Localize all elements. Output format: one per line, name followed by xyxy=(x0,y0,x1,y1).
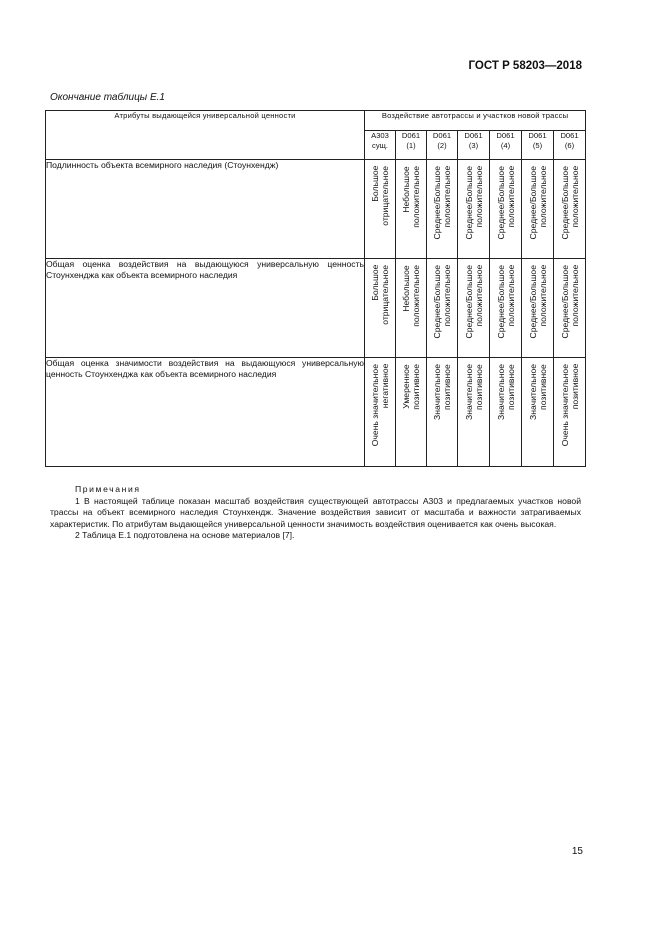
column-header: D061 (4) xyxy=(490,131,522,160)
impact-value-text: Значительное позитивное xyxy=(495,364,516,420)
impact-value-cell xyxy=(522,358,554,467)
impact-value-cell xyxy=(396,160,427,259)
impact-value-text: Среднее/Большое положительное xyxy=(559,166,580,240)
impact-value-text: Значительное позитивное xyxy=(432,364,452,420)
impact-value-text: Большое отрицательное xyxy=(370,265,390,325)
impact-value-text: Среднее/Большое положительное xyxy=(527,265,548,339)
impact-value-cell xyxy=(365,160,396,259)
impact-value-cell xyxy=(427,160,458,259)
impact-value-cell xyxy=(396,259,427,358)
note-2: 2 Таблица Е.1 подготовлена на основе материалов [7]. xyxy=(75,529,295,540)
impact-value-cell xyxy=(522,160,554,259)
impact-value-cell xyxy=(554,259,586,358)
impact-value-cell xyxy=(458,259,490,358)
impact-value-cell xyxy=(365,358,396,467)
impact-value-cell xyxy=(522,259,554,358)
impact-value-cell xyxy=(554,358,586,467)
impact-value-text: Среднее/Большое положительное xyxy=(559,265,580,339)
impact-value-text: Очень значительное негативное xyxy=(370,364,390,447)
attribute-cell: Общая оценка значимости воздействия на выдающуюся универсальную ценность Стоунхенджа как объекта всемирного наследия xyxy=(46,358,365,467)
attribute-cell: Общая оценка воздействия на выдающуюся универсальную ценность Стоунхенджа как объекта всемирного наследия xyxy=(46,259,365,358)
column-header: D061 (2) xyxy=(427,131,458,160)
impact-table xyxy=(45,110,586,467)
impact-value-cell xyxy=(490,259,522,358)
impact-value-text: Среднее/Большое положительное xyxy=(495,166,516,240)
table-row xyxy=(46,160,586,259)
impact-value-text: Умеренное позитивное xyxy=(401,364,421,410)
page-number: 15 xyxy=(571,846,583,857)
impact-value-cell xyxy=(396,358,427,467)
table-row xyxy=(46,259,586,358)
impact-value-cell xyxy=(427,259,458,358)
table-caption: Окончание таблицы Е.1 xyxy=(50,92,165,103)
note-1: 1 В настоящей таблице показан масштаб воздействия существующей автотрассы А303 и предлагаемых участков новой трассы на объект всемирного наследия Стоунхендж. Значение воздействия зависит от масштаба и важности затрагиваемых характеристик. По атрибутам выдающейся универсальной ценности значимость воздействия оценивается как очень высокая. xyxy=(50,496,581,529)
impact-value-text: Среднее/Большое положительное xyxy=(495,265,516,339)
impact-value-cell xyxy=(490,358,522,467)
impact-value-text: Очень значительное позитивное xyxy=(559,364,580,447)
impact-value-text: Среднее/Большое положительное xyxy=(432,265,452,339)
impact-value-text: Значительное позитивное xyxy=(527,364,548,420)
column-header: D061 (3) xyxy=(458,131,490,160)
impact-value-cell xyxy=(490,160,522,259)
notes-title: Примечания xyxy=(75,484,141,494)
impact-value-text: Среднее/Большое положительное xyxy=(432,166,452,240)
document-code: ГОСТ Р 58203—2018 xyxy=(468,60,582,72)
column-header: А303 сущ. xyxy=(365,131,396,160)
impact-value-cell xyxy=(365,259,396,358)
impact-value-text: Небольшое положительное xyxy=(401,265,421,327)
column-header: D061 (1) xyxy=(396,131,427,160)
impact-value-cell xyxy=(458,160,490,259)
notes-section xyxy=(50,484,581,541)
impact-group-header: Воздействие автотрассы и участков новой трассы xyxy=(365,111,586,131)
attribute-cell: Подлинность объекта всемирного наследия (Стоунхендж) xyxy=(46,160,365,259)
impact-value-text: Значительное позитивное xyxy=(463,364,484,420)
impact-value-text: Среднее/Большое положительное xyxy=(463,166,484,240)
impact-value-text: Среднее/Большое положительное xyxy=(463,265,484,339)
impact-value-cell xyxy=(427,358,458,467)
impact-value-text: Небольшое положительное xyxy=(401,166,421,228)
impact-value-text: Среднее/Большое положительное xyxy=(527,166,548,240)
impact-value-cell xyxy=(458,358,490,467)
impact-value-cell xyxy=(554,160,586,259)
column-header: D061 (5) xyxy=(522,131,554,160)
impact-value-text: Большое отрицательное xyxy=(370,166,390,226)
attribute-column-header: Атрибуты выдающейся универсальной ценности xyxy=(46,111,365,160)
table-row xyxy=(46,358,586,467)
column-header: D061 (6) xyxy=(554,131,586,160)
